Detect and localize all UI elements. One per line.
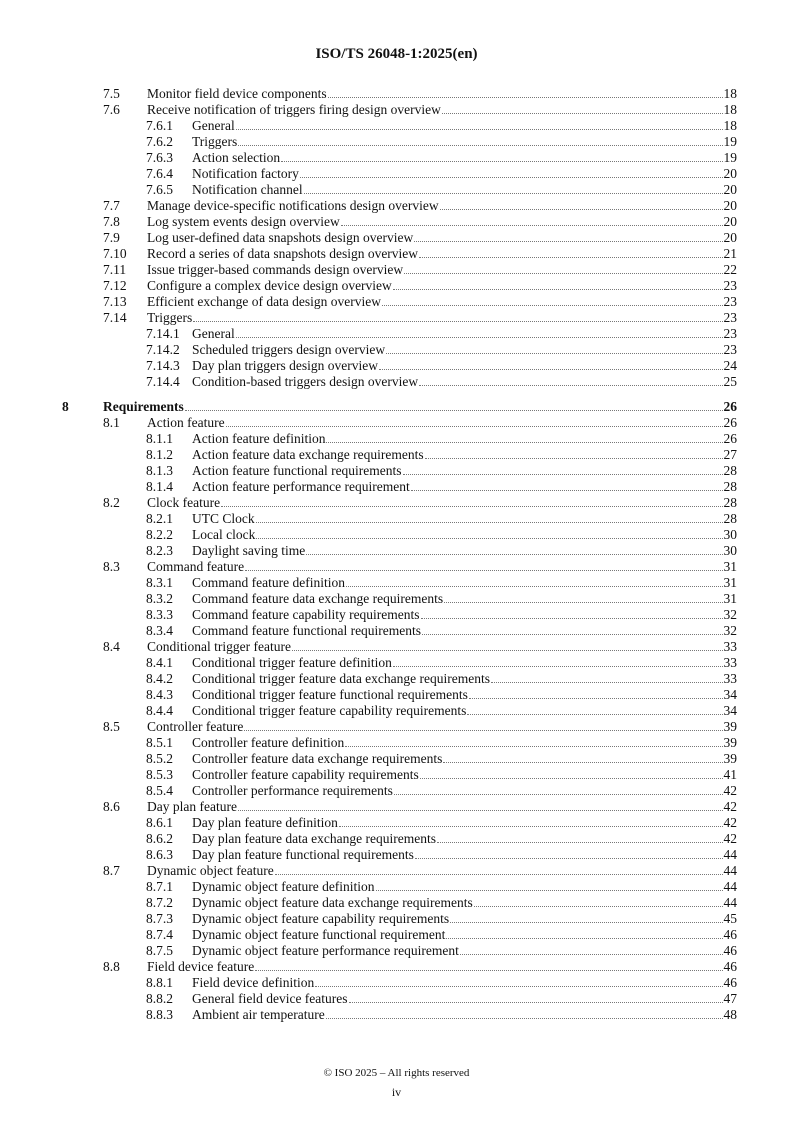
toc-entry-number: 7.6.1 bbox=[146, 118, 173, 133]
toc-entry[interactable] bbox=[146, 895, 737, 911]
toc-entry[interactable] bbox=[146, 134, 737, 150]
toc-entry[interactable] bbox=[146, 943, 737, 959]
toc-entry-title: Action feature definition bbox=[192, 431, 326, 446]
toc-entry[interactable] bbox=[146, 447, 737, 463]
toc-entry[interactable] bbox=[146, 374, 737, 390]
toc-entry-title: Controller performance requirements bbox=[192, 783, 393, 798]
toc-entry[interactable] bbox=[103, 294, 737, 310]
toc-dot-leader bbox=[386, 342, 722, 354]
toc-entry-page: 32 bbox=[723, 623, 737, 638]
toc-entry[interactable] bbox=[146, 847, 737, 863]
toc-entry-title: General bbox=[192, 118, 235, 133]
toc-entry-title: Triggers bbox=[147, 310, 193, 325]
toc-entry-title: Day plan triggers design overview bbox=[192, 358, 378, 373]
toc-entry-title: Manage device-specific notifications design overview bbox=[147, 198, 439, 213]
toc-entry[interactable] bbox=[146, 118, 737, 134]
toc-dot-leader bbox=[474, 895, 723, 907]
toc-entry-page: 34 bbox=[723, 703, 737, 718]
toc-entry-number: 8.5.3 bbox=[146, 767, 173, 782]
toc-dot-leader bbox=[256, 511, 723, 523]
toc-dot-leader bbox=[345, 735, 722, 747]
toc-entry[interactable] bbox=[146, 527, 737, 543]
toc-entry[interactable] bbox=[103, 863, 737, 879]
toc-dot-leader bbox=[442, 102, 723, 114]
toc-entry-page: 22 bbox=[723, 262, 737, 277]
toc-entry[interactable] bbox=[103, 214, 737, 230]
toc-entry-number: 7.11 bbox=[103, 262, 127, 277]
toc-entry-number: 7.14.3 bbox=[146, 358, 180, 373]
toc-entry-number: 8.3.3 bbox=[146, 607, 173, 622]
toc-dot-leader bbox=[221, 495, 722, 507]
toc-entry-number: 8.8.1 bbox=[146, 975, 173, 990]
toc-entry-page: 20 bbox=[723, 198, 737, 213]
toc-dot-leader bbox=[245, 559, 722, 571]
toc-entry[interactable] bbox=[146, 543, 737, 559]
toc-entry-title: Efficient exchange of data design overview bbox=[147, 294, 382, 309]
toc-dot-leader bbox=[404, 262, 722, 274]
toc-entry-page: 33 bbox=[723, 671, 737, 686]
toc-entry-number: 7.7 bbox=[103, 198, 120, 213]
toc-entry-page: 24 bbox=[723, 358, 737, 373]
toc-entry[interactable] bbox=[146, 751, 737, 767]
toc-entry-number: 7.14 bbox=[103, 310, 127, 325]
toc-entry-number: 8.6.3 bbox=[146, 847, 173, 862]
toc-entry-page: 44 bbox=[723, 895, 737, 910]
toc-dot-leader bbox=[193, 310, 722, 322]
toc-entry-page: 28 bbox=[723, 479, 737, 494]
toc-entry-title: Record a series of data snapshots design overview bbox=[147, 246, 419, 261]
toc-entry-title: Conditional trigger feature bbox=[147, 639, 291, 654]
toc-entry[interactable] bbox=[103, 102, 737, 118]
toc-entry[interactable] bbox=[62, 399, 737, 415]
toc-dot-leader bbox=[238, 134, 722, 146]
toc-dot-leader bbox=[443, 751, 722, 763]
toc-entry-number: 8.4 bbox=[103, 639, 120, 654]
toc-dot-leader bbox=[382, 294, 722, 306]
toc-entry-page: 44 bbox=[723, 847, 737, 862]
toc-dot-leader bbox=[450, 911, 722, 923]
toc-dot-leader bbox=[292, 639, 723, 651]
toc-entry-page: 20 bbox=[723, 214, 737, 229]
toc-entry-title: Daylight saving time bbox=[192, 543, 306, 558]
toc-entry[interactable] bbox=[146, 591, 737, 607]
toc-entry-title: General bbox=[192, 326, 235, 341]
toc-entry[interactable] bbox=[146, 879, 737, 895]
toc-entry-number: 8.7.2 bbox=[146, 895, 173, 910]
toc-entry-page: 19 bbox=[723, 134, 737, 149]
toc-entry-number: 8.7.5 bbox=[146, 943, 173, 958]
toc-entry-title: Action feature bbox=[147, 415, 225, 430]
toc-entry[interactable] bbox=[103, 959, 737, 975]
toc-entry-number: 8 bbox=[62, 399, 69, 414]
toc-entry-page: 41 bbox=[723, 767, 737, 782]
toc-dot-leader bbox=[244, 719, 722, 731]
toc-entry-number: 8.6.2 bbox=[146, 831, 173, 846]
toc-entry-title: Local clock bbox=[192, 527, 256, 542]
toc-entry-title: Log system events design overview bbox=[147, 214, 340, 229]
toc-entry-title: Dynamic object feature functional requirement bbox=[192, 927, 446, 942]
toc-entry-title: Command feature functional requirements bbox=[192, 623, 422, 638]
toc-entry-page: 33 bbox=[723, 639, 737, 654]
toc-entry-page: 18 bbox=[723, 102, 737, 117]
toc-entry-number: 8.3 bbox=[103, 559, 120, 574]
toc-entry-page: 34 bbox=[723, 687, 737, 702]
toc-entry-number: 8.2 bbox=[103, 495, 120, 510]
toc-entry-title: Triggers bbox=[192, 134, 238, 149]
toc-entry-number: 8.3.4 bbox=[146, 623, 173, 638]
toc-entry-page: 20 bbox=[723, 166, 737, 181]
toc-entry-title: Conditional trigger feature capability requirements bbox=[192, 703, 467, 718]
toc-dot-leader bbox=[403, 463, 723, 475]
toc-entry-title: Command feature capability requirements bbox=[192, 607, 420, 622]
toc-entry-number: 8.4.4 bbox=[146, 703, 173, 718]
toc-entry-number: 7.6.4 bbox=[146, 166, 173, 181]
toc-entry-title: Dynamic object feature bbox=[147, 863, 274, 878]
toc-entry-title: Clock feature bbox=[147, 495, 221, 510]
toc-entry-number: 8.5.1 bbox=[146, 735, 173, 750]
toc-entry-number: 8.5.2 bbox=[146, 751, 173, 766]
toc-entry-number: 8.1.2 bbox=[146, 447, 173, 462]
toc-entry[interactable] bbox=[103, 495, 737, 511]
toc-entry[interactable] bbox=[103, 559, 737, 575]
toc-entry-page: 44 bbox=[723, 879, 737, 894]
toc-dot-leader bbox=[469, 687, 723, 699]
toc-entry-number: 8.1.3 bbox=[146, 463, 173, 478]
toc-dot-leader bbox=[326, 1007, 723, 1019]
toc-entry[interactable] bbox=[146, 783, 737, 799]
toc-entry[interactable] bbox=[103, 230, 737, 246]
toc-entry-number: 8.1.1 bbox=[146, 431, 173, 446]
toc-dot-leader bbox=[444, 591, 722, 603]
toc-entry-title: Controller feature bbox=[147, 719, 244, 734]
toc-entry-page: 31 bbox=[723, 575, 737, 590]
toc-dot-leader bbox=[256, 527, 722, 539]
toc-entry-title: Action selection bbox=[192, 150, 281, 165]
toc-dot-leader bbox=[415, 847, 723, 859]
toc-entry-page: 39 bbox=[723, 735, 737, 750]
toc-entry-title: Day plan feature definition bbox=[192, 815, 338, 830]
toc-entry-title: Configure a complex device design overview bbox=[147, 278, 392, 293]
toc-entry-title: Notification factory bbox=[192, 166, 299, 181]
toc-entry-number: 7.9 bbox=[103, 230, 120, 245]
toc-entry-page: 32 bbox=[723, 607, 737, 622]
toc-entry-page: 20 bbox=[723, 182, 737, 197]
toc-entry-number: 7.6.5 bbox=[146, 182, 173, 197]
toc-entry-title: Day plan feature bbox=[147, 799, 237, 814]
document-header: ISO/TS 26048-1:2025(en) bbox=[315, 46, 478, 62]
toc-entry[interactable] bbox=[103, 415, 737, 431]
toc-entry-page: 26 bbox=[723, 431, 737, 446]
toc-dot-leader bbox=[376, 879, 723, 891]
toc-entry[interactable] bbox=[146, 735, 737, 751]
toc-dot-leader bbox=[460, 943, 723, 955]
toc-entry-number: 8.8.2 bbox=[146, 991, 173, 1006]
toc-entry-number: 7.10 bbox=[103, 246, 127, 261]
toc-entry-page: 28 bbox=[723, 511, 737, 526]
copyright-footer: © ISO 2025 – All rights reserved bbox=[323, 1067, 470, 1079]
toc-entry-number: 8.6 bbox=[103, 799, 120, 814]
toc-entry-number: 8.2.2 bbox=[146, 527, 173, 542]
toc-entry-page: 44 bbox=[723, 863, 737, 878]
toc-dot-leader bbox=[419, 374, 722, 386]
toc-entry[interactable] bbox=[146, 1007, 737, 1023]
toc-entry-page: 26 bbox=[723, 415, 737, 430]
toc-entry-title: Dynamic object feature capability requirements bbox=[192, 911, 450, 926]
toc-entry-title: Controller feature capability requirements bbox=[192, 767, 419, 782]
toc-dot-leader bbox=[394, 783, 723, 795]
toc-entry-page: 23 bbox=[723, 310, 737, 325]
toc-entry-number: 8.6.1 bbox=[146, 815, 173, 830]
toc-entry[interactable] bbox=[146, 150, 737, 166]
toc-entry-title: Issue trigger-based commands design overview bbox=[147, 262, 404, 277]
toc-entry-number: 8.7.4 bbox=[146, 927, 173, 942]
toc-entry-page: 31 bbox=[723, 559, 737, 574]
toc-entry[interactable] bbox=[146, 831, 737, 847]
toc-entry[interactable] bbox=[146, 607, 737, 623]
toc-entry-title: General field device features bbox=[192, 991, 348, 1006]
toc-entry-page: 20 bbox=[723, 230, 737, 245]
toc-entry[interactable] bbox=[146, 655, 737, 671]
toc-dot-leader bbox=[411, 479, 723, 491]
toc-entry-number: 8.5 bbox=[103, 719, 120, 734]
toc-dot-leader bbox=[425, 447, 723, 459]
toc-dot-leader bbox=[419, 246, 722, 258]
toc-dot-leader bbox=[300, 166, 723, 178]
toc-entry-page: 39 bbox=[723, 751, 737, 766]
toc-entry-number: 7.5 bbox=[103, 86, 120, 101]
toc-entry-page: 28 bbox=[723, 495, 737, 510]
toc-entry-title: Dynamic object feature definition bbox=[192, 879, 375, 894]
toc-entry[interactable] bbox=[146, 767, 737, 783]
toc-entry-title: Ambient air temperature bbox=[192, 1007, 325, 1022]
toc-entry-title: Scheduled triggers design overview bbox=[192, 342, 386, 357]
toc-entry-title: Day plan feature functional requirements bbox=[192, 847, 414, 862]
toc-entry[interactable] bbox=[146, 703, 737, 719]
toc-entry-page: 23 bbox=[723, 342, 737, 357]
toc-entry[interactable] bbox=[146, 326, 737, 342]
toc-entry-title: Conditional trigger feature data exchange requirements bbox=[192, 671, 491, 686]
toc-dot-leader bbox=[393, 655, 723, 667]
toc-entry[interactable] bbox=[103, 799, 737, 815]
toc-entry-title: Command feature bbox=[147, 559, 245, 574]
toc-entry-title: Receive notification of triggers firing design overview bbox=[147, 102, 441, 117]
toc-entry-title: Controller feature definition bbox=[192, 735, 345, 750]
toc-entry-number: 8.8 bbox=[103, 959, 120, 974]
page-number: iv bbox=[391, 1085, 402, 1099]
toc-entry-title: Action feature data exchange requirements bbox=[192, 447, 424, 462]
toc-entry-page: 26 bbox=[723, 399, 737, 414]
toc-entry[interactable] bbox=[146, 975, 737, 991]
toc-entry-page: 46 bbox=[723, 975, 737, 990]
toc-entry[interactable] bbox=[146, 671, 737, 687]
toc-entry-number: 8.1.4 bbox=[146, 479, 173, 494]
toc-entry-number: 8.4.1 bbox=[146, 655, 173, 670]
toc-entry[interactable] bbox=[103, 639, 737, 655]
toc-entry-title: Monitor field device components bbox=[147, 86, 327, 101]
toc-dot-leader bbox=[446, 927, 722, 939]
toc-entry-title: Conditional trigger feature functional requirements bbox=[192, 687, 468, 702]
toc-dot-leader bbox=[275, 863, 723, 875]
toc-entry-page: 48 bbox=[723, 1007, 737, 1022]
toc-entry-title: Conditional trigger feature definition bbox=[192, 655, 392, 670]
toc-entry-page: 23 bbox=[723, 278, 737, 293]
toc-entry-page: 28 bbox=[723, 463, 737, 478]
toc-entry[interactable] bbox=[103, 198, 737, 214]
toc-dot-leader bbox=[306, 543, 722, 555]
toc-entry-page: 31 bbox=[723, 591, 737, 606]
toc-dot-leader bbox=[326, 431, 722, 443]
toc-entry-title: Log user-defined data snapshots design overview bbox=[147, 230, 414, 245]
toc-entry-number: 8.8.3 bbox=[146, 1007, 173, 1022]
toc-entry-page: 23 bbox=[723, 294, 737, 309]
toc-entry-number: 8.2.1 bbox=[146, 511, 173, 526]
toc-entry-title: Field device feature bbox=[147, 959, 255, 974]
toc-entry-title: Dynamic object feature performance requirement bbox=[192, 943, 459, 958]
toc-entry[interactable] bbox=[146, 687, 737, 703]
toc-dot-leader bbox=[185, 399, 723, 411]
toc-entry-number: 8.3.1 bbox=[146, 575, 173, 590]
toc-entry-page: 47 bbox=[723, 991, 737, 1006]
toc-entry-title: Command feature data exchange requirements bbox=[192, 591, 444, 606]
toc-entry[interactable] bbox=[146, 991, 737, 1007]
toc-entry-title: Dynamic object feature data exchange requirements bbox=[192, 895, 473, 910]
toc-entry-title: Controller feature data exchange requirements bbox=[192, 751, 443, 766]
toc-entry-page: 46 bbox=[723, 927, 737, 942]
toc-entry-title: Day plan feature data exchange requirements bbox=[192, 831, 437, 846]
toc-dot-leader bbox=[315, 975, 722, 987]
toc-entry-number: 7.13 bbox=[103, 294, 127, 309]
toc-dot-leader bbox=[393, 278, 723, 290]
toc-entry-page: 42 bbox=[723, 831, 737, 846]
toc-dot-leader bbox=[421, 607, 723, 619]
toc-dot-leader bbox=[349, 991, 723, 1003]
toc-dot-leader bbox=[328, 86, 723, 98]
toc-entry-page: 25 bbox=[723, 374, 737, 389]
toc-entry-title: Action feature functional requirements bbox=[192, 463, 402, 478]
toc-dot-leader bbox=[379, 358, 723, 370]
toc-entry[interactable] bbox=[103, 310, 737, 326]
toc-dot-leader bbox=[437, 831, 722, 843]
toc-entry[interactable] bbox=[103, 262, 737, 278]
toc-dot-leader bbox=[420, 767, 723, 779]
toc-entry-page: 33 bbox=[723, 655, 737, 670]
toc-dot-leader bbox=[304, 182, 723, 194]
toc-entry-page: 18 bbox=[723, 86, 737, 101]
toc-dot-leader bbox=[236, 118, 723, 130]
toc-dot-leader bbox=[281, 150, 722, 162]
toc-entry[interactable] bbox=[103, 86, 737, 102]
toc-entry-number: 8.7.3 bbox=[146, 911, 173, 926]
toc-entry-title: Notification channel bbox=[192, 182, 303, 197]
toc-entry[interactable] bbox=[146, 166, 737, 182]
toc-entry-number: 7.6.3 bbox=[146, 150, 173, 165]
toc-dot-leader bbox=[414, 230, 722, 242]
toc-entry-number: 8.5.4 bbox=[146, 783, 173, 798]
toc-dot-leader bbox=[226, 415, 723, 427]
toc-entry[interactable] bbox=[146, 511, 737, 527]
toc-entry-page: 27 bbox=[723, 447, 737, 462]
toc-entry-page: 30 bbox=[723, 527, 737, 542]
toc-entry-number: 8.4.3 bbox=[146, 687, 173, 702]
toc-entry-number: 7.6.2 bbox=[146, 134, 173, 149]
toc-entry-page: 39 bbox=[723, 719, 737, 734]
toc-dot-leader bbox=[491, 671, 722, 683]
toc-entry[interactable] bbox=[146, 431, 737, 447]
toc-entry-page: 46 bbox=[723, 943, 737, 958]
toc-entry-page: 46 bbox=[723, 959, 737, 974]
toc-entry-number: 7.8 bbox=[103, 214, 120, 229]
toc-entry[interactable] bbox=[146, 463, 737, 479]
toc-entry-number: 8.7.1 bbox=[146, 879, 173, 894]
toc-entry[interactable] bbox=[146, 342, 737, 358]
toc-entry[interactable] bbox=[146, 358, 737, 374]
toc-entry-title: Condition-based triggers design overview bbox=[192, 374, 419, 389]
toc-entry[interactable] bbox=[103, 246, 737, 262]
toc-dot-leader bbox=[467, 703, 722, 715]
toc-entry-page: 21 bbox=[723, 246, 737, 261]
toc-entry[interactable] bbox=[146, 623, 737, 639]
toc-entry-title: Action feature performance requirement bbox=[192, 479, 410, 494]
toc-entry-number: 7.12 bbox=[103, 278, 127, 293]
toc-entry-page: 18 bbox=[723, 118, 737, 133]
toc-entry-page: 23 bbox=[723, 326, 737, 341]
toc-entry[interactable] bbox=[146, 815, 737, 831]
toc-entry-page: 45 bbox=[723, 911, 737, 926]
toc-entry[interactable] bbox=[103, 278, 737, 294]
toc-dot-leader bbox=[422, 623, 722, 635]
toc-entry[interactable] bbox=[146, 575, 737, 591]
toc-entry-title: Command feature definition bbox=[192, 575, 345, 590]
toc-entry[interactable] bbox=[146, 911, 737, 927]
toc-entry-title: UTC Clock bbox=[192, 511, 255, 526]
toc-entry-page: 42 bbox=[723, 799, 737, 814]
toc-entry-page: 42 bbox=[723, 783, 737, 798]
toc-entry-page: 42 bbox=[723, 815, 737, 830]
toc-entry-title: Requirements bbox=[103, 399, 184, 414]
toc-dot-leader bbox=[339, 815, 723, 827]
toc-entry[interactable] bbox=[146, 927, 737, 943]
toc-entry-number: 7.14.2 bbox=[146, 342, 180, 357]
toc-entry[interactable] bbox=[103, 719, 737, 735]
toc-entry-number: 8.7 bbox=[103, 863, 120, 878]
toc-entry-number: 8.1 bbox=[103, 415, 120, 430]
toc-dot-leader bbox=[440, 198, 723, 210]
toc-dot-leader bbox=[255, 959, 722, 971]
toc-dot-leader bbox=[236, 326, 723, 338]
toc-entry-number: 7.6 bbox=[103, 102, 120, 117]
toc-entry-number: 7.14.1 bbox=[146, 326, 180, 341]
toc-dot-leader bbox=[238, 799, 723, 811]
toc-entry-number: 7.14.4 bbox=[146, 374, 180, 389]
toc-entry-page: 19 bbox=[723, 150, 737, 165]
toc-dot-leader bbox=[346, 575, 723, 587]
toc-entry[interactable] bbox=[146, 182, 737, 198]
toc-dot-leader bbox=[341, 214, 723, 226]
toc-entry-number: 8.3.2 bbox=[146, 591, 173, 606]
toc-entry-number: 8.4.2 bbox=[146, 671, 173, 686]
toc-entry-page: 30 bbox=[723, 543, 737, 558]
toc-entry[interactable] bbox=[146, 479, 737, 495]
toc-entry-number: 8.2.3 bbox=[146, 543, 173, 558]
toc-entry-title: Field device definition bbox=[192, 975, 315, 990]
